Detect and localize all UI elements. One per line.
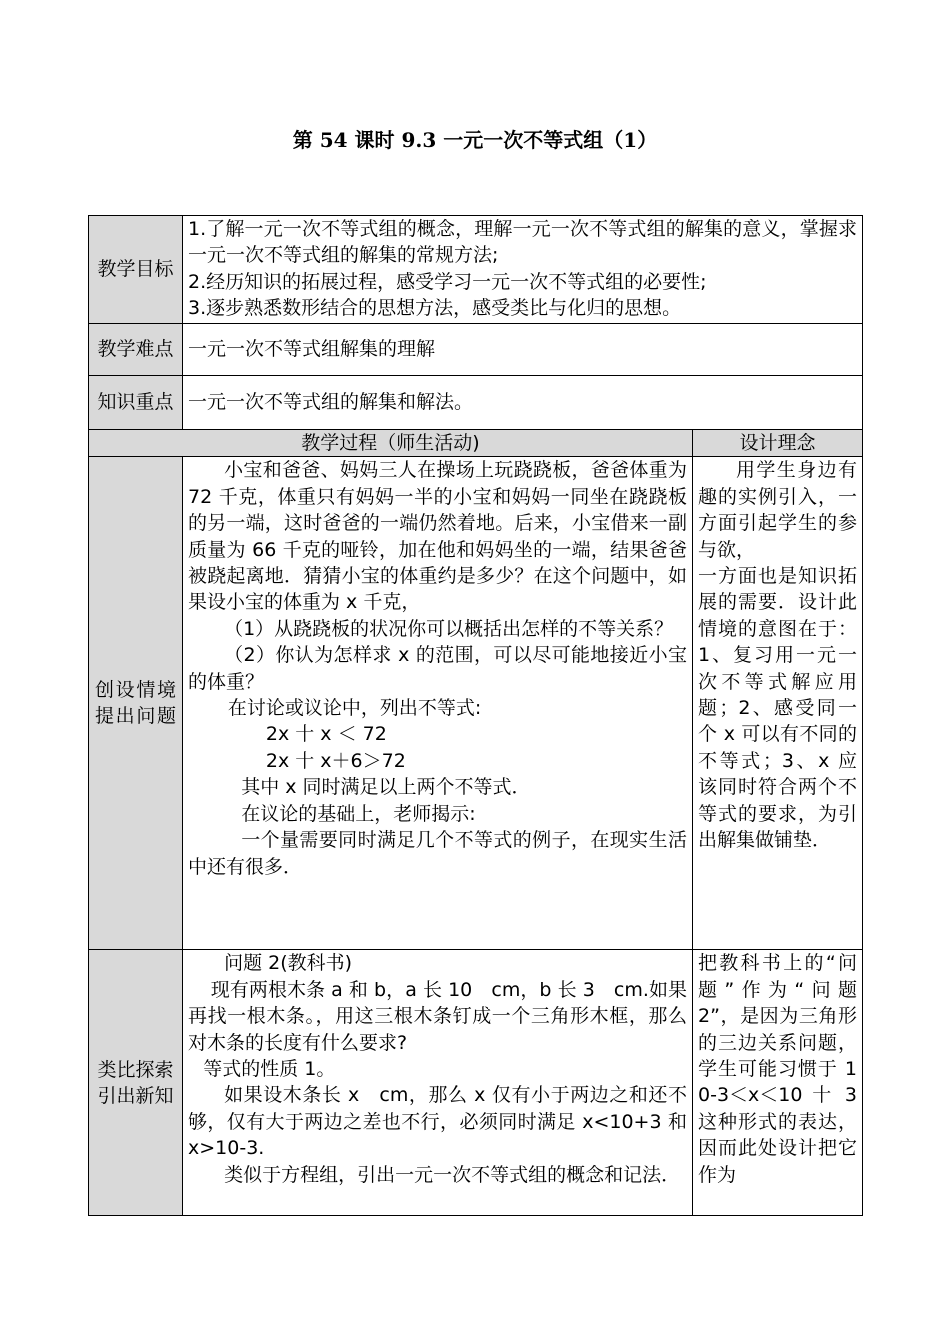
difficulty-label: 教学难点 xyxy=(89,324,183,376)
objectives-content xyxy=(183,216,863,324)
key-points-label: 知识重点 xyxy=(89,376,183,430)
section2-paragraph: 现有两根木条 a 和 b，a 长 10 cm，b 长 3 cm.如果再找一根木条。，用这三根木条钉成一个三角形木框，那么对木条的长度有什么要求? xyxy=(188,978,687,1054)
difficulty-row xyxy=(89,324,863,376)
section1-paragraph: 其中 x 同时满足以上两个不等式． xyxy=(241,776,531,799)
section2-label: 类比探索引出新知 xyxy=(89,950,183,1216)
key-points-row xyxy=(89,376,863,430)
lesson-plan-table xyxy=(88,215,863,1216)
objective-line: 1.了解一元一次不等式组的概念，理解一元一次不等式组的解集的意义，掌握求一元一次不等式组的解集的常规方法; xyxy=(188,218,858,267)
section2-paragraph: 等式的性质 1。 xyxy=(203,1058,336,1081)
section1-paragraph: 在议论的基础上，老师揭示: xyxy=(241,802,476,825)
section1-paragraph: 在讨论或议论中，列出不等式: xyxy=(227,697,482,720)
difficulty-content: 一元一次不等式组解集的理解 xyxy=(183,324,863,376)
section1-paragraph: （1）从跷跷板的状况你可以概括出怎样的不等关系？ xyxy=(224,617,674,640)
section2-paragraph: 问题 2(教科书) xyxy=(224,952,353,975)
section1-paragraph: （2）你认为怎样求 x 的范围，可以尽可能地接近小宝的体重？ xyxy=(188,644,687,693)
section1-row xyxy=(89,457,863,950)
inequality-line: 2x 十 x＋6＞72 xyxy=(265,749,406,772)
page-title: 第 54 课时 9.3 一元一次不等式组（1） xyxy=(292,128,658,152)
rationale-paragraph: 用学生身边有趣的实例引入，一方面引起学生的参与欲， xyxy=(698,459,858,561)
process-header-left: 教学过程（师生活动) xyxy=(89,430,693,457)
objectives-label: 教学目标 xyxy=(89,216,183,324)
section2-content xyxy=(183,950,693,1216)
objective-line: 3.逐步熟悉数形结合的思想方法，感受类比与化归的思想。 xyxy=(188,297,682,320)
section2-paragraph: 类似于方程组，引出一元一次不等式组的概念和记法． xyxy=(224,1163,681,1186)
process-header-right: 设计理念 xyxy=(693,430,863,457)
section2-paragraph: 如果设木条长 x cm，那么 x 仅有小于两边之和还不够，仅有大于两边之差也不行，必须同时满足 x<10+3 和 x>10-3. xyxy=(188,1084,687,1160)
section2-row xyxy=(89,950,863,1216)
objectives-row xyxy=(89,216,863,324)
section1-paragraph: 一个量需要同时满足几个不等式的例子，在现实生活中还有很多． xyxy=(188,829,687,878)
section1-content xyxy=(183,457,693,950)
objective-line: 2.经历知识的拓展过程，感受学习一元一次不等式组的必要性; xyxy=(188,270,707,293)
rationale-paragraph: 一方面也是知识拓展的需要．设计此情境的意图在于：1、复习用一元一次不等式解应用题；2、感受同一个 x 可以有不同的不等式；3、x 应该同时符合两个不等式的要求，为引出解集做铺垫． xyxy=(698,565,858,852)
section2-rationale: 把教科书上的“问题”作为“问题 2”，是因为三角形的三边关系问题，学生可能习惯于 10-3＜x＜10 十 3 这种形式的表达，因而此处设计把它作为 xyxy=(693,950,863,1216)
section1-paragraph: 小宝和爸爸、妈妈三人在操场上玩跷跷板，爸爸体重为 72 千克，体重只有妈妈一半的小宝和妈妈一同坐在跷跷板的另一端，这时爸爸的一端仍然着地。后来，小宝借来一副质量为 66 千克的哑铃，加在他和妈妈坐的一端，结果爸爸被跷起离地．猜猜小宝的体重约是多少？在这个问题中，如果设小宝的体重为 x 千克， xyxy=(188,459,687,614)
section1-label: 创设情境提出问题 xyxy=(89,457,183,950)
key-points-content: 一元一次不等式组的解集和解法。 xyxy=(183,376,863,430)
inequality-line: 2x 十 x ＜ 72 xyxy=(265,723,387,746)
section1-rationale xyxy=(693,457,863,950)
process-header-row xyxy=(89,430,863,457)
